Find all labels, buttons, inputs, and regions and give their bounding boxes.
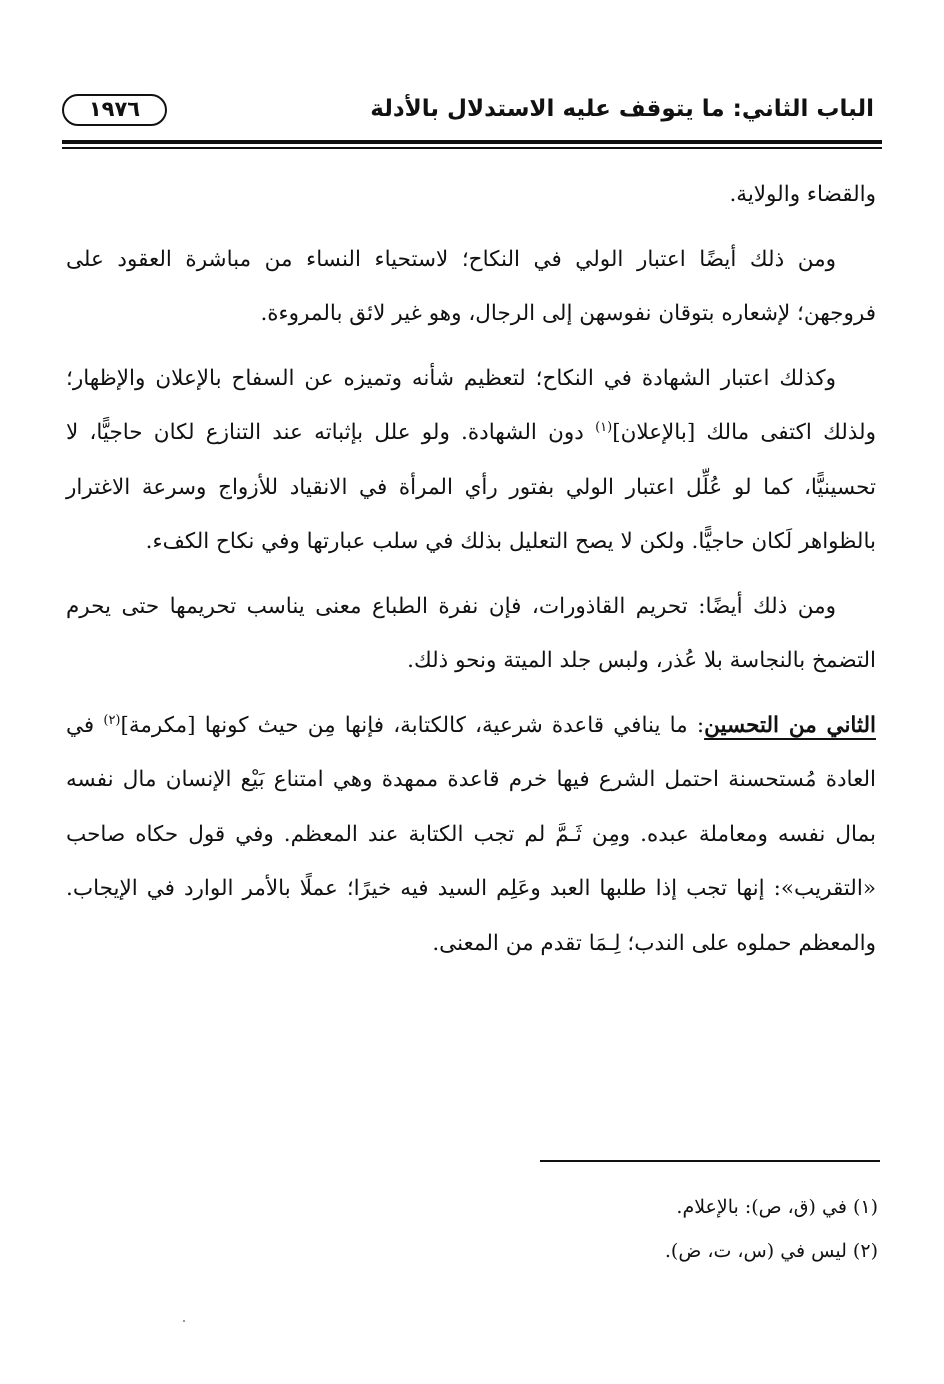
- chapter-title: الباب الثاني: ما يتوقف عليه الاستدلال بالأدلة: [370, 96, 874, 122]
- footnote-separator: [540, 1160, 880, 1162]
- paragraph-5-text-b: في العادة مُستحسنة احتمل الشرع فيها خرم قاعدة ممهدة وهي امتناع بَيْع الإنسان مال نفسه بمال نفسه ومعاملة عبده. ومِن ثَـمَّ لم تجب الكتابة عند المعظم. وفي قول حكاه صاحب «التقريب»: إنها تجب إذا طلبها العبد وعَلِم السيد فيه خيرًا؛ عملًا بالأمر الوارد في الإيجاب. والمعظم حملوه على الندب؛ لِـمَا تقدم من المعنى.: [66, 712, 876, 956]
- footnotes: [278, 1185, 878, 1273]
- paragraph-3: [66, 352, 876, 570]
- scan-speck: [183, 1320, 185, 1322]
- running-header: [62, 92, 882, 140]
- paragraph-3-text-b: دون الشهادة. ولو علل بإثباته عند التنازع لكان حاجيًّا، لا تحسينيًّا، كما لو عُلِّل اعتبار الولي بفتور رأي المرأة في الانقياد للأزواج وسرعة الاغترار بالظواهر لَكان حاجيًّا. ولكن لا يصح التعليل بذلك في سلب عبارتها وفي نكاح الكفء.: [66, 420, 876, 554]
- paragraph-5: [66, 699, 876, 972]
- page-number: ١٩٧٦: [62, 94, 167, 126]
- section-term: الثاني من التحسين: [704, 712, 876, 738]
- main-text: [66, 168, 876, 981]
- footnote-ref-2[interactable]: (٢): [103, 712, 121, 728]
- footnote-2: (٢) ليس في (س، ت، ض).: [664, 1240, 878, 1262]
- footnote-ref-1[interactable]: (١): [595, 419, 613, 435]
- paragraph-5-text-a: : ما ينافي قاعدة شرعية، كالكتابة، فإنها مِن حيث كونها [مكرمة]: [120, 712, 705, 738]
- header-rule-thin: [62, 147, 882, 149]
- paragraph-3-text-a: وكذلك اعتبار الشهادة في النكاح؛ لتعظيم شأنه وتميزه عن السفاح بالإعلان والإظهار؛ ولذلك اكتفى مالك [بالإعلان]: [66, 365, 876, 445]
- paragraph-1: والقضاء والولاية.: [729, 182, 876, 207]
- paragraph-2: ومن ذلك أيضًا اعتبار الولي في النكاح؛ لاستحياء النساء من مباشرة العقود على فروجهن؛ لإشعاره بتوقان نفوسهن إلى الرجال، وهو غير لائق بالمروءة.: [66, 246, 876, 326]
- footnote-1: (١) في (ق، ص): بالإعلام.: [676, 1196, 878, 1218]
- header-rule-thick: [62, 140, 882, 144]
- paragraph-4: ومن ذلك أيضًا: تحريم القاذورات، فإن نفرة الطباع معنى يناسب تحريمها حتى يحرم التضمخ بالنجاسة بلا عُذر، ولبس جلد الميتة ونحو ذلك.: [66, 593, 876, 673]
